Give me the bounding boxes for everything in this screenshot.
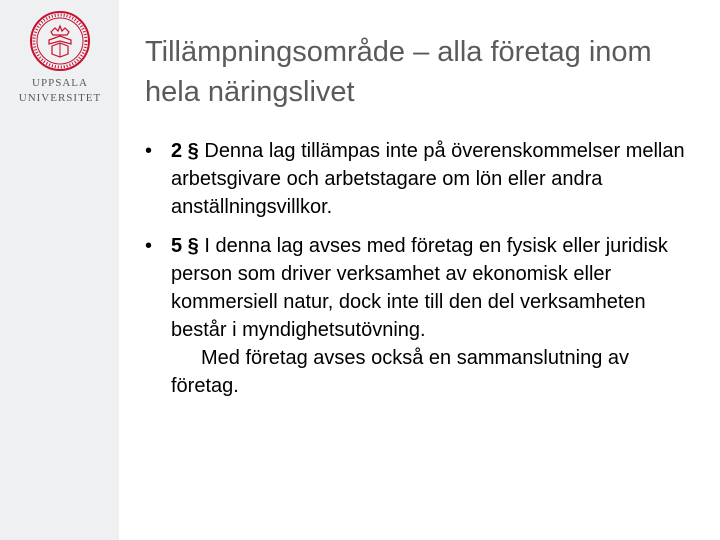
section-label: 5 § [171, 235, 199, 257]
bullet-icon: • [145, 140, 153, 162]
sidebar [0, 0, 119, 540]
slide-title: Tillämpningsområde – alla företag inom hela näringslivet [145, 36, 652, 108]
bullet-text: Denna lag tillämpas inte på överenskommelser mellan arbetsgivare och arbetstagare om lön eller andra anställningsvillkor. [171, 140, 685, 218]
bullet-item [145, 137, 690, 221]
logo-line-1: UPPSALA [32, 77, 88, 89]
slide-content [145, 137, 690, 411]
bullet-continuation-text: Med företag avses också en sammanslutning av företag. [171, 347, 629, 397]
section-label: 2 § [171, 140, 199, 162]
logo-line-2: UNIVERSITET [18, 92, 102, 104]
university-logo [17, 10, 103, 106]
bullet-text: I denna lag avses med företag en fysisk eller juridisk person som driver verksamhet av ekonomisk eller kommersiell natur, dock inte till den del verksamheten består i myndighetsutövning. [171, 235, 668, 341]
logo-name [17, 76, 103, 106]
university-seal-icon [29, 10, 91, 72]
bullet-item [145, 232, 690, 400]
bullet-icon: • [145, 235, 153, 257]
